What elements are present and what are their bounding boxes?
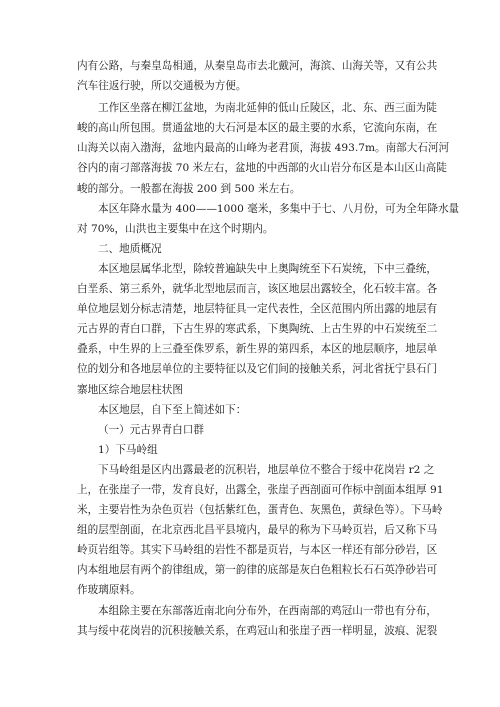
text-line: 二、地质概况 [98, 242, 162, 255]
text-line: 米，主要岩性为杂色页岩（包括紫红色，蛋青色、灰黑色，黄绿色等）。下马岭 [77, 504, 443, 517]
text-line: 本组除主要在东部落近南北向分布外，在西南部的鸡冠山一带也有分布， [98, 604, 437, 617]
text-line: 谷内的南刁部落海拔 70 米左右，盆地的中西部的火山岩分布区是本山区山高陡 [77, 162, 447, 175]
text-line: 内本组地层有两个韵律组成，第一韵律的底部是灰白色粗粒长石石英净砂岩可 [77, 564, 438, 577]
text-line: 1）下马岭组 [98, 443, 158, 456]
document-body [77, 56, 460, 641]
text-line: 对 70%，山洪也主要集中在这个时期内。 [77, 222, 274, 235]
text-line: 上，在张崖子一带，发育良好，出露全，张崖子西剖面可作标中剖面本组厚 91 [77, 483, 444, 496]
text-line: 元古界的青白口群，下古生界的寒武系，下奥陶统、上古生界的中石炭统至二 [77, 323, 438, 336]
text-line: 汽车往返行驶，所以交通极为方便。 [77, 80, 247, 93]
text-line: 单位地层划分标志清楚，地层特征具一定代表性，全区范围内所出露的地层有 [77, 303, 438, 316]
paragraph-transport [77, 56, 438, 96]
text-line: 白垩系、第三系外，就华北型地层而言，该区地层出露较全，化石较丰富。各 [77, 283, 438, 296]
text-line: 工作区坐落在柳江盆地，为南北延伸的低山丘陵区，北、东、西三面为陡 [98, 102, 437, 115]
text-line: 寨地区综合地层柱状图 [77, 383, 183, 396]
subheading-xiamaling [77, 440, 423, 460]
text-line: 其与绥中花岗岩的沉积接触关系，在鸡冠山和张崖子西一样明显，波痕、泥裂 [77, 624, 438, 637]
text-line: 本区地层属华北型，除较普遍缺失中上奥陶统至下石炭统，下中三叠统， [98, 262, 437, 275]
text-line: 岭页岩组等。其实下马岭组的岩性不都是页岩，与本区一样还有部分砂岩，区 [77, 544, 438, 557]
text-line: 本区地层，自下至上简述如下： [98, 403, 247, 416]
text-line: 内有公路，与秦皇岛相通，从秦皇岛市去北戴河，海滨、山海关等，又有公共 [77, 60, 438, 72]
paragraph-xiamaling [77, 460, 444, 601]
text-line: （一）元古界青白口群 [98, 423, 204, 436]
paragraph-intro-list [77, 400, 423, 420]
paragraph-distribution [77, 601, 438, 641]
subheading-qingbaikou [77, 420, 423, 440]
text-line: 叠系，中生界的上三叠至侏罗系，新生界的第四系，本区的地层顺序，地层单 [77, 343, 438, 356]
paragraph-work-area [77, 98, 450, 198]
text-line: 下马岭组是区内出露最老的沉积岩，地层单位不整合于绥中花岗岩 r2 之 [98, 463, 435, 476]
text-line: 峻的高山所包围。贯通盆地的大石河是本区的最主要的水系，它流向东南，在 [77, 122, 438, 135]
paragraph-strata-overview [77, 259, 438, 400]
text-line: 作玻璃原料。 [77, 584, 141, 597]
text-line: 本区年降水量为 400——1000 毫米，多集中于七、八月份，可为全年降水量 [98, 202, 460, 215]
text-line: 山海关以南入渤海，盆地内最高的山峰为老君顶，海拔 493.7m。南部大石河河 [77, 142, 450, 155]
paragraph-precipitation [77, 199, 460, 239]
text-line: 组的层型剖面，在北京西北昌平县境内，最早的称为下马岭页岩，后又称下马 [77, 524, 438, 537]
section-heading-geology [77, 239, 423, 259]
text-line: 峻的部分。一般都在海拔 200 到 500 米左右。 [77, 182, 301, 195]
text-line: 位的划分和各地层单位的主要特征以及它们间的接触关系，河北省抚宁县石门 [77, 363, 438, 376]
